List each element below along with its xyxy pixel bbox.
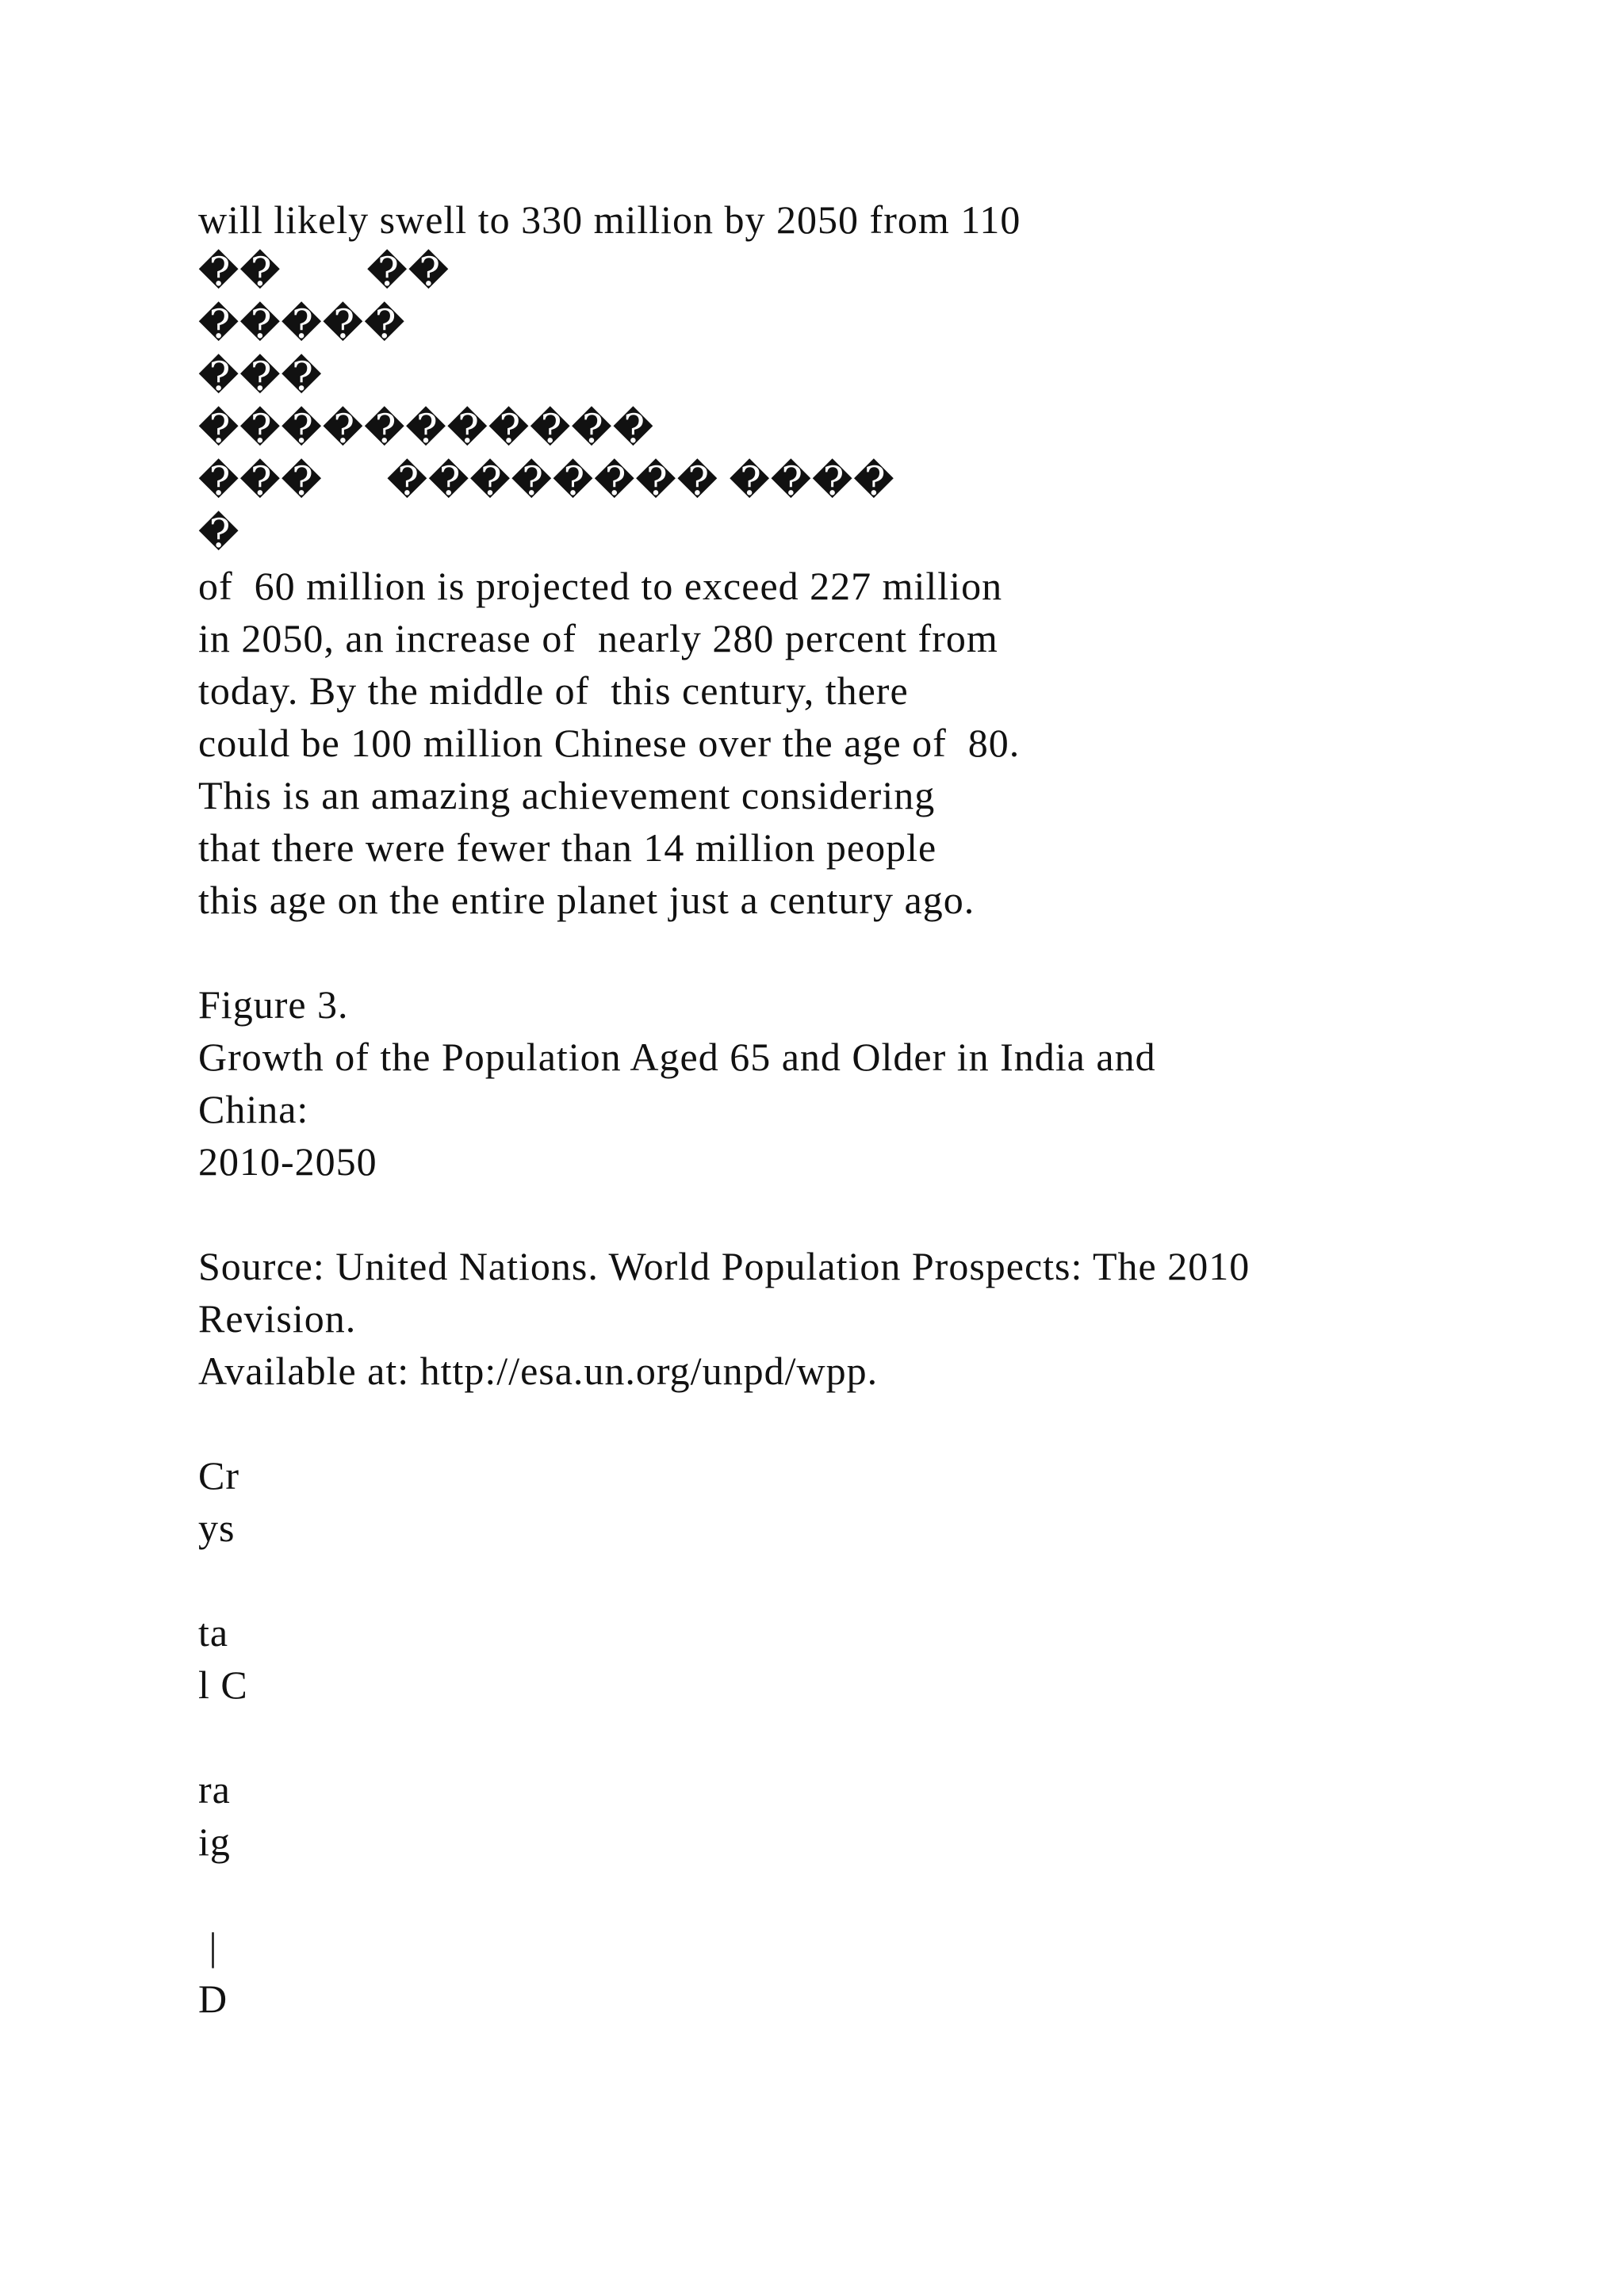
source-line: Revision. <box>198 1296 357 1341</box>
fragment-line: | <box>198 1924 218 1969</box>
source-line: Source: United Nations. World Population Prospects: The 2010 <box>198 1244 1251 1288</box>
fragment-line: ys <box>198 1506 236 1550</box>
garbled-text-line: ����� <box>198 302 406 346</box>
body-text-line: this age on the entire planet just a century ago. <box>198 878 975 922</box>
fragment-line: Cr <box>198 1453 239 1498</box>
body-text-line: will likely swell to 330 million by 2050 from 110 <box>198 197 1021 242</box>
source-line: Available at: http://esa.un.org/unpd/wpp. <box>198 1349 879 1393</box>
body-text-line: This is an amazing achievement considering <box>198 773 936 817</box>
blank-line <box>198 1554 1562 1606</box>
body-text-line: could be 100 million Chinese over the age of 80. <box>198 721 1021 765</box>
figure-label: Figure 3. <box>198 982 349 1027</box>
body-text-line: today. By the middle of this century, there <box>198 668 909 713</box>
blank-line <box>198 1397 1562 1449</box>
garbled-text-line: �� �� <box>198 250 450 294</box>
document-page <box>198 193 1562 2025</box>
blank-line <box>198 926 1562 978</box>
figure-caption-line: China: <box>198 1087 309 1131</box>
garbled-text-line: ��� �������� ���� <box>198 459 895 503</box>
body-text-line: of 60 million is projected to exceed 227 million <box>198 564 1003 608</box>
body-text-line: in 2050, an increase of nearly 280 percent from <box>198 616 998 660</box>
fragment-line: ra <box>198 1767 231 1812</box>
garbled-text-line: � <box>198 511 240 556</box>
blank-line <box>198 1868 1562 1920</box>
fragment-line: l C <box>198 1663 248 1707</box>
fragment-line: D <box>198 1976 228 2021</box>
fragment-line: ta <box>198 1610 229 1655</box>
blank-line <box>198 1188 1562 1240</box>
figure-caption-line: Growth of the Population Aged 65 and Older in India and <box>198 1035 1156 1079</box>
garbled-text-line: ��� <box>198 354 323 399</box>
blank-line <box>198 1711 1562 1763</box>
fragment-line: ig <box>198 1820 231 1864</box>
garbled-text-line: ����������� <box>198 407 654 451</box>
figure-caption-line: 2010-2050 <box>198 1139 377 1184</box>
body-text-line: that there were fewer than 14 million people <box>198 825 937 870</box>
